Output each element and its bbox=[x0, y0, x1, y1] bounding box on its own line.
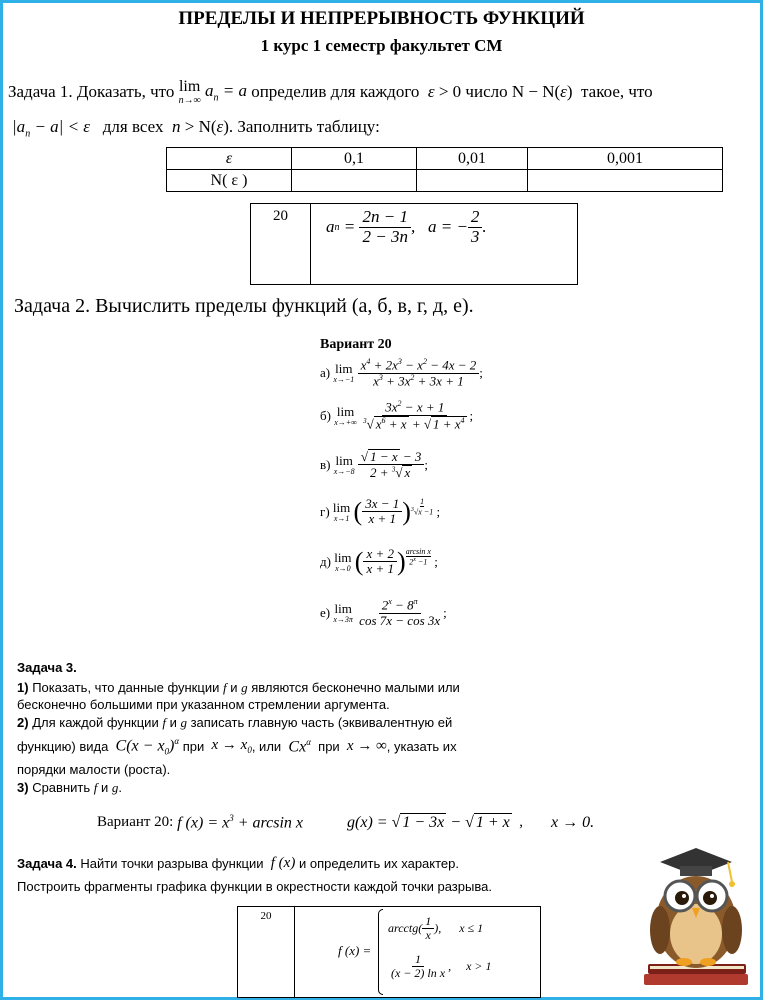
task3-p1-text-a: Показать, что данные функции bbox=[32, 680, 220, 695]
task1-variant-number: 20 bbox=[251, 204, 311, 284]
task4-line1: Задача 4. Найти точки разрыва функции f (x) и определить их характер. bbox=[17, 855, 459, 871]
task3-p2-line1-a: Для каждой функции bbox=[32, 715, 159, 730]
task2-title: Задача 2. Вычислить пределы функций (а, б, в, г, д, е). bbox=[14, 295, 474, 317]
task4-line2: Построить фрагменты графика функции в окрестности каждой точки разрыва. bbox=[17, 879, 492, 894]
task3-p1-g: g bbox=[241, 680, 248, 695]
task3-p2-line2-c: , или bbox=[251, 738, 282, 754]
n-cell-1 bbox=[292, 170, 417, 192]
task3-p2-line3: порядки малости (роста). bbox=[17, 762, 171, 777]
task4-variant-number: 20 bbox=[238, 907, 295, 997]
limit-f: е) lim x→3π $\frac{2^x - 8^\pi}{\cos 7x - \cos 3x}$ ; bbox=[320, 597, 447, 628]
page-title: ПРЕДЕЛЫ И НЕПРЕРЫВНОСТЬ ФУНКЦИЙ bbox=[178, 8, 585, 29]
eps-value-3: 0,001 bbox=[528, 148, 723, 170]
task3-p2-num: 2) bbox=[17, 715, 29, 730]
n-cell-2 bbox=[417, 170, 528, 192]
task3-p1-num: 1) bbox=[17, 680, 29, 695]
task1-variant-box bbox=[250, 203, 578, 285]
task4-fx: f (x) = bbox=[338, 943, 372, 958]
task1-text-a: Задача 1. Доказать, что bbox=[8, 82, 175, 101]
limit-c: в) lim x→−8 $\frac{√ 1 - x - 3}{2 + ^3√ x}$ ; bbox=[320, 449, 429, 481]
task1-limit: lim n→∞ bbox=[178, 77, 201, 106]
task1-table bbox=[166, 147, 723, 192]
limit-b: б) lim x→+∞ $\frac{3x^2 - x + 1}{^3√ x^6 + x + √ 1 + x^4}$ ; bbox=[320, 399, 474, 431]
task1-text-d: такое, что bbox=[581, 82, 653, 101]
task1-text-b: определив для каждого bbox=[251, 82, 420, 101]
limit-e-label: д) bbox=[320, 553, 331, 569]
limit-e: д) lim x→0 ( $\frac{x + 2}{x + 1}$ ) arcsin x $2^x -1$ ; bbox=[320, 546, 438, 577]
task1-line2-text-a: для всех bbox=[102, 117, 164, 136]
task1-line2: $|a_n - a| < \varepsilon$ для всех n > N(ε). Заполнить таблицу: bbox=[12, 117, 380, 140]
task3-p3-num: 3) bbox=[17, 780, 29, 795]
task4-text-end: и определить их характер. bbox=[298, 856, 459, 871]
n-header: N( ε ) bbox=[167, 170, 292, 192]
limit-a-label: а) bbox=[320, 365, 331, 381]
limit-c-label: в) bbox=[320, 456, 331, 472]
task3-p3-text: Сравнить bbox=[32, 780, 91, 795]
task3-variant: Вариант 20: f $(x) = x^3 + \arcsin x$ g(x) = √ 1 − 3x − √ 1 + x , x → 0. bbox=[97, 813, 595, 832]
task1-line1: Задача 1. Доказать, что lim n→∞ $a_n = a$ определив для каждого ε > 0 число N − N( ε ) такое, что bbox=[8, 77, 653, 106]
task4-case1: arcctg( $\frac{1}{x}$ ), x ≤ 1 bbox=[388, 914, 484, 943]
task3-p2-line2: функцию) вида $C(x - x_0)^\alpha$ при $x \to x_0$ , или $Cx^\alpha$ при x → ∞ , указать их bbox=[17, 736, 457, 757]
task3-p2-line1: 2) Для каждой функции f и g записать главную часть (эквивалентную ей bbox=[17, 715, 453, 730]
page-subtitle: 1 курс 1 семестр факультет СМ bbox=[260, 36, 503, 55]
task3-p1-and: и bbox=[230, 680, 238, 695]
task1-text-c: число bbox=[465, 82, 508, 101]
task2-variant: Вариант 20 bbox=[320, 337, 392, 352]
task3-p3: 3) Сравнить f и g. bbox=[17, 780, 122, 795]
task3-p1-text-b: являются бесконечно малыми или bbox=[251, 680, 460, 695]
task1-formula: a n = $\frac{2n - 1}{2 - 3n}$ , a = − $\frac{2}{3}$ . bbox=[326, 207, 487, 246]
eps-header: ε bbox=[167, 148, 292, 170]
task3-p2-line2-b: при bbox=[182, 738, 205, 754]
task3-p1-f: f bbox=[222, 680, 227, 695]
task3-variant-label: Вариант 20: bbox=[97, 814, 174, 831]
limit-f-label: е) bbox=[320, 604, 331, 620]
task3-p2-line2-a: функцию) вида bbox=[17, 738, 109, 754]
limit-a: а) lim x→−1 $\frac{x^4 + 2x^3 - x^2 - 4x - 2}{x^3 + 3x^2 + 3x + 1}$ ; bbox=[320, 357, 483, 388]
n-cell-3 bbox=[528, 170, 723, 192]
task3-p2-line1-b: записать главную часть (эквивалентную ей bbox=[190, 715, 453, 730]
task4-case2: $\frac{1}{\text{(x − 2) ln x}}$ , x > 1 bbox=[391, 952, 492, 981]
eps-value-2: 0,01 bbox=[417, 148, 528, 170]
eps-value-1: 0,1 bbox=[292, 148, 417, 170]
task4-brace bbox=[378, 909, 383, 995]
limit-d-label: г) bbox=[320, 503, 330, 519]
task3-p2-line2-d: при bbox=[318, 738, 340, 754]
task3-p1-line2: бесконечно большими при указанном стремлении аргумента. bbox=[17, 697, 390, 712]
task3-p2-line2-e: , указать их bbox=[386, 738, 457, 754]
owl-graduate-icon bbox=[640, 838, 752, 988]
task4-title: Задача 4. bbox=[17, 856, 77, 871]
task1-line2-text-b: . Заполнить таблицу: bbox=[228, 117, 380, 136]
task3-title: Задача 3. bbox=[17, 660, 77, 675]
task4-variant-box bbox=[237, 906, 541, 998]
limit-b-label: б) bbox=[320, 407, 331, 423]
task4-text: Найти точки разрыва функции bbox=[80, 856, 264, 871]
limit-d: г) lim x→1 ( $\frac{3x - 1}{x + 1}$ ) 1 $^3$√x −1 ; bbox=[320, 496, 441, 527]
task3-p1-line1 bbox=[17, 680, 557, 696]
